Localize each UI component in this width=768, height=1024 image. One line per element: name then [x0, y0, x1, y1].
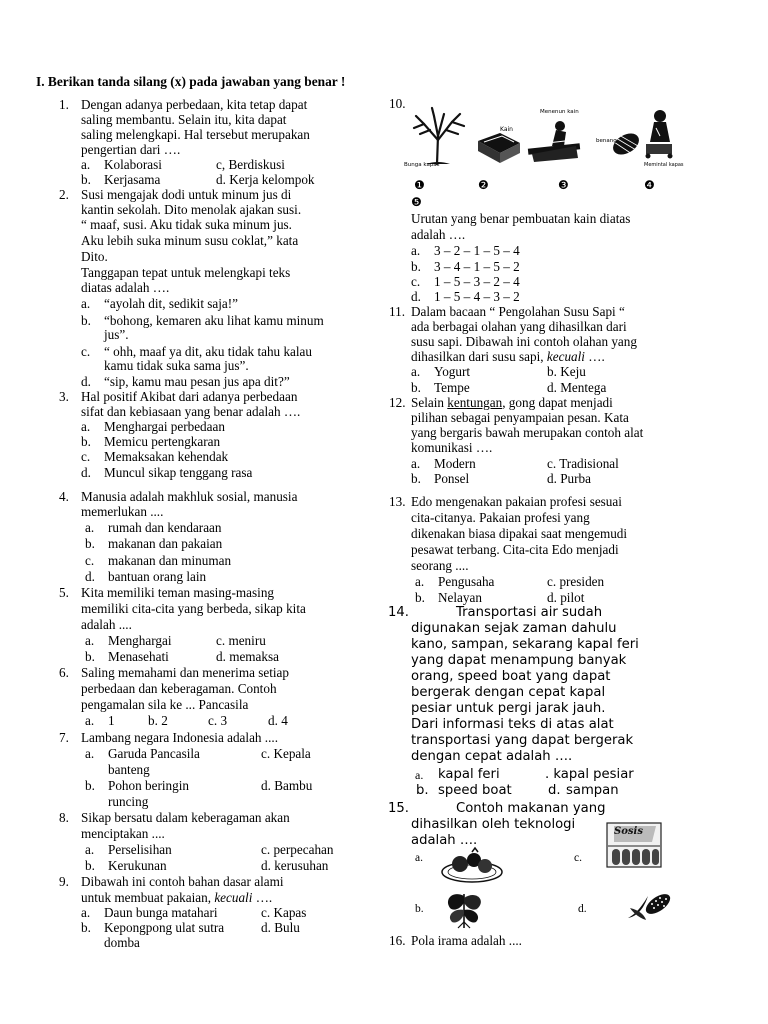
option-d-text[interactable]: Muncul sikap tenggang rasa: [104, 465, 253, 480]
question-text: Dalam bacaan “ Pengolahan Susu Sapi “: [411, 304, 625, 319]
marker-2: ❷: [478, 178, 489, 192]
option-d-text[interactable]: “sip, kamu mau pesan jus apa dit?”: [104, 374, 290, 389]
question-text: ada berbagai olahan yang dihasilkan dari: [411, 319, 627, 334]
question-text: pilihan sebagai penyampaian pesan. Kata: [411, 410, 629, 425]
weaving-person-icon: [526, 116, 584, 164]
question-text: Kita memiliki teman masing-masing: [81, 585, 275, 600]
question-text: Edo mengenakan pakaian profesi sesuai: [411, 494, 622, 509]
option-a-letter[interactable]: a.: [411, 364, 421, 379]
option-b-letter[interactable]: b.: [411, 471, 421, 486]
option-d[interactable]: d. Purba: [547, 471, 591, 486]
option-b-letter[interactable]: b.: [81, 434, 91, 449]
question-text: Transportasi air sudah: [456, 605, 603, 620]
question-text: komunikasi ….: [411, 440, 493, 455]
option-c-letter[interactable]: b.: [411, 380, 421, 395]
question-number: 13.: [389, 494, 406, 509]
question-number: 12.: [389, 395, 406, 410]
option-a-text[interactable]: 1: [108, 713, 115, 728]
question-number: 8.: [59, 810, 69, 825]
question-number: 6.: [59, 665, 69, 680]
option-a-letter[interactable]: a.: [81, 419, 91, 434]
question-number: 10.: [389, 96, 406, 111]
option-c-continuation[interactable]: banteng: [108, 762, 150, 777]
option-c-text[interactable]: makanan dan minuman: [108, 553, 232, 568]
option-b-continuation[interactable]: domba: [104, 935, 140, 950]
question-text: pengamalan sila ke ... Pancasila: [81, 697, 249, 712]
image-label-benang: benang: [596, 138, 617, 144]
question-text: dihasilkan dari susu sapi, kecuali ….: [411, 349, 605, 364]
option-c-text[interactable]: Tempe: [434, 380, 470, 395]
option-b-letter[interactable]: b.: [85, 649, 95, 664]
option-d[interactable]: d. memaksa: [216, 649, 279, 664]
question-text: susu sapi. Dibawah ini contoh olahan yang: [411, 334, 637, 349]
question-text: adalah ….: [411, 227, 466, 242]
question-number: 14.: [388, 605, 409, 620]
option-d[interactable]: d. 4: [268, 713, 288, 728]
question-number: 11.: [389, 304, 405, 319]
option-c[interactable]: c. perpecahan: [261, 842, 334, 857]
option-d[interactable]: d. Bulu: [261, 920, 300, 935]
corn-icon[interactable]: [624, 888, 674, 924]
option-a-letter[interactable]: a.: [85, 842, 95, 857]
option-b-letter[interactable]: b.: [81, 920, 91, 935]
question-text: Pola irama adalah ....: [411, 933, 522, 948]
marker-5: ❺: [411, 195, 422, 209]
option-a-letter[interactable]: a.: [81, 157, 91, 172]
option-b-text[interactable]: Nelayan: [438, 590, 482, 605]
cotton-tree-icon: [408, 106, 468, 166]
option-a-text[interactable]: Kolaborasi: [104, 157, 162, 172]
question-text: dihasilkan oleh teknologi: [411, 817, 576, 832]
option-a-text[interactable]: Yogurt: [434, 364, 471, 379]
cloth-icon: [474, 127, 524, 165]
question-text: yang bergaris bawah merupakan contoh alat: [411, 425, 644, 440]
question-text: memerlukan ....: [81, 504, 164, 519]
question-text: sifat dan kebiasaan yang benar adalah ….: [81, 404, 301, 419]
option-d[interactable]: d. Mentega: [547, 380, 607, 395]
option-a-letter[interactable]: a.: [415, 768, 424, 782]
option-d-letter[interactable]: d.: [411, 289, 421, 304]
option-a-text[interactable]: “ayolah dit, sedikit saja!”: [104, 296, 239, 311]
question-number: 1.: [59, 97, 69, 112]
question-text: Selain kentungan, gong dapat menjadi: [411, 395, 613, 410]
question-text: Hal positif Akibat dari adanya perbedaan: [81, 389, 298, 404]
option-b-letter[interactable]: b.: [81, 313, 91, 328]
vegetables-plate-icon[interactable]: [440, 846, 504, 884]
question-text: orang, speed boat yang dapat: [411, 669, 611, 684]
thread-spool-icon: [610, 128, 644, 160]
option-a-letter[interactable]: a.: [415, 852, 423, 864]
option-d[interactable]: d. kerusuhan: [261, 858, 329, 873]
spinning-person-icon: [640, 108, 676, 160]
option-d-text[interactable]: sampan: [566, 783, 619, 798]
question-text: adalah ....: [81, 617, 132, 632]
question-text: yang dapat menampung banyak: [411, 653, 627, 668]
question-text: menciptakan ....: [81, 826, 165, 841]
marker-4: ❹: [644, 178, 655, 192]
question-number: 15.: [388, 801, 409, 816]
option-c-text[interactable]: Memaksakan kehendak: [104, 449, 229, 464]
image-label-bunga-kapas: Bunga kapas: [404, 162, 440, 168]
question-number: 16.: [389, 933, 406, 948]
option-a-letter[interactable]: a.: [411, 243, 421, 258]
question-text: Lambang negara Indonesia adalah ....: [81, 730, 278, 745]
option-a-letter[interactable]: a.: [85, 633, 95, 648]
question-text: Dari informasi teks di atas alat: [411, 717, 614, 732]
option-b-text[interactable]: Pohon beringin: [108, 778, 189, 793]
spinach-leaves-icon[interactable]: [440, 886, 488, 930]
option-c-letter[interactable]: c.: [574, 852, 582, 864]
question-text: cita-citanya. Pakaian profesi yang: [411, 510, 590, 525]
option-a-text[interactable]: Menghargai perbedaan: [104, 419, 225, 434]
question-text: Aku lebih suka minum susu coklat,” kata: [81, 233, 299, 248]
option-d[interactable]: d. Bambu: [261, 778, 313, 793]
question-text: Dito.: [81, 249, 108, 264]
option-c-text[interactable]: 1 – 5 – 3 – 2 – 4: [434, 274, 520, 289]
option-a-text[interactable]: Perselisihan: [108, 842, 172, 857]
option-b-text[interactable]: “bohong, kemaren aku lihat kamu minum: [104, 313, 324, 328]
option-b-text[interactable]: speed boat: [438, 783, 512, 798]
option-c[interactable]: c, Berdiskusi: [216, 157, 285, 172]
question-text: Saling memahami dan menerima setiap: [81, 665, 290, 680]
question-text: saling membantu. Selain itu, kita dapat: [81, 112, 287, 127]
option-c[interactable]: c. presiden: [547, 574, 605, 589]
option-a-letter[interactable]: a.: [81, 905, 91, 920]
option-b-text[interactable]: Menasehati: [108, 649, 169, 664]
option-b-text[interactable]: 3 – 4 – 1 – 5 – 2: [434, 259, 520, 274]
question-text: Sikap bersatu dalam keberagaman akan: [81, 810, 290, 825]
option-c-text[interactable]: kamu tidak suka sama jus”.: [104, 358, 249, 373]
option-c[interactable]: c. Tradisional: [547, 456, 619, 471]
question-text: Susi mengajak dodi untuk minum jus di: [81, 187, 292, 202]
option-d-text[interactable]: 1 – 5 – 4 – 3 – 2: [434, 289, 520, 304]
marker-1: ❶: [414, 178, 425, 192]
option-b[interactable]: b. 2: [148, 713, 168, 728]
option-c-text[interactable]: “ ohh, maaf ya dit, aku tidak tahu kalau: [104, 344, 312, 359]
option-b-text[interactable]: jus”.: [104, 327, 129, 342]
option-d-letter[interactable]: d.: [548, 783, 561, 798]
question-text: saling melengkapi. Hal tersebut merupakan: [81, 127, 310, 142]
question-number: 7.: [59, 730, 69, 745]
question-text: transportasi yang dapat bergerak: [411, 733, 634, 748]
question-text: seorang ....: [411, 558, 469, 573]
option-a-text[interactable]: kapal feri: [438, 767, 500, 782]
option-d-letter[interactable]: d.: [81, 465, 91, 480]
question-text: dengan cepat adalah ….: [411, 749, 573, 764]
option-b-letter[interactable]: b.: [85, 778, 95, 793]
question-text: pesawat terbang. Cita-cita Edo menjadi: [411, 542, 619, 557]
option-a-text[interactable]: Menghargai: [108, 633, 172, 648]
option-b-text[interactable]: Ponsel: [434, 471, 470, 486]
option-b-letter[interactable]: b.: [411, 259, 421, 274]
option-b-letter[interactable]: b.: [415, 590, 425, 605]
option-c[interactable]: . kapal pesiar: [545, 767, 634, 782]
option-c[interactable]: c. Kepala: [261, 746, 311, 761]
option-b-letter[interactable]: b.: [415, 903, 424, 915]
option-a-letter[interactable]: a.: [81, 296, 91, 311]
option-a-letter[interactable]: a.: [411, 456, 421, 471]
option-a-text[interactable]: Modern: [434, 456, 476, 471]
option-b[interactable]: b. Keju: [547, 364, 586, 379]
option-a-letter[interactable]: a.: [85, 520, 95, 535]
package-brand-text: Sosis: [614, 826, 643, 837]
option-a-text[interactable]: Garuda Pancasila: [108, 746, 200, 761]
option-d[interactable]: d. Kerja kelompok: [216, 172, 315, 187]
question-text: Manusia adalah makhluk sosial, manusia: [81, 489, 298, 504]
question-text: Contoh makanan yang: [456, 801, 606, 816]
question-text: pengertian dari ….: [81, 142, 181, 157]
option-b-letter[interactable]: b.: [81, 172, 91, 187]
option-d-letter[interactable]: d.: [578, 903, 587, 915]
question-number: 3.: [59, 389, 69, 404]
option-b-text[interactable]: makanan dan pakaian: [108, 536, 223, 551]
option-d-letter[interactable]: d.: [81, 374, 91, 389]
question-text: kantin sekolah. Dito menolak ajakan susi.: [81, 202, 302, 217]
option-d-letter[interactable]: d.: [85, 569, 95, 584]
option-b-letter[interactable]: b.: [416, 783, 429, 798]
option-c-letter[interactable]: c.: [81, 449, 91, 464]
option-b-text[interactable]: Memicu pertengkaran: [104, 434, 221, 449]
option-a-letter[interactable]: a.: [85, 746, 95, 761]
question-text: Tanggapan tepat untuk melengkapi teks: [81, 265, 291, 280]
question-text: Dengan adanya perbedaan, kita tetap dapat: [81, 97, 308, 112]
option-c[interactable]: c. 3: [208, 713, 228, 728]
question-text: digunakan sejak zaman dahulu: [411, 621, 617, 636]
question-text: adalah ….: [411, 833, 478, 848]
question-text: Urutan yang benar pembuatan kain diatas: [411, 211, 631, 226]
question-text: memiliki cita-cita yang berbeda, sikap kita: [81, 601, 306, 616]
question-text: pesiar untuk pergi jarak jauh.: [411, 701, 606, 716]
option-a-letter[interactable]: a.: [85, 713, 95, 728]
option-a-text[interactable]: rumah dan kendaraan: [108, 520, 222, 535]
option-a-text[interactable]: Daun bunga matahari: [104, 905, 218, 920]
option-d-text[interactable]: bantuan orang lain: [108, 569, 207, 584]
option-c-letter[interactable]: c.: [85, 553, 95, 568]
option-a-text[interactable]: 3 – 2 – 1 – 5 – 4: [434, 243, 520, 258]
option-d-continuation[interactable]: runcing: [108, 794, 149, 809]
image-label-menenun: Menenun kain: [540, 109, 579, 115]
question-text: dikenakan biasa dipakai saat mengemudi: [411, 526, 628, 541]
option-a-text[interactable]: Pengusaha: [438, 574, 495, 589]
option-c[interactable]: c. meniru: [216, 633, 266, 648]
question-text: Dibawah ini contoh bahan dasar alami: [81, 874, 284, 889]
question-text: perbedaan dan keberagaman. Contoh: [81, 681, 277, 696]
image-label-kain: Kain: [500, 126, 513, 133]
option-b-letter[interactable]: b.: [85, 536, 95, 551]
image-label-memintal: Memintal kapas: [644, 162, 684, 168]
question-text: “ maaf, susi. Aku tidak suka minum jus.: [81, 217, 292, 232]
question-text: bergerak dengan cepat kapal: [411, 685, 606, 700]
option-c[interactable]: c. Kapas: [261, 905, 307, 920]
question-text: untuk membuat pakaian, kecuali ….: [81, 890, 273, 905]
option-b-text[interactable]: Kerjasama: [104, 172, 161, 187]
option-b-letter[interactable]: b.: [85, 858, 95, 873]
marker-3: ❸: [558, 178, 569, 192]
question-text: diatas adalah ….: [81, 280, 170, 295]
question-number: 4.: [59, 489, 69, 504]
question-number: 5.: [59, 585, 69, 600]
instruction-heading: I. Berikan tanda silang (x) pada jawaban yang benar !: [36, 74, 346, 89]
option-d[interactable]: d. pilot: [547, 590, 585, 605]
option-c-letter[interactable]: c.: [411, 274, 421, 289]
question-number: 9.: [59, 874, 69, 889]
option-c-letter[interactable]: c.: [81, 344, 91, 359]
option-a-letter[interactable]: a.: [415, 574, 425, 589]
question-number: 2.: [59, 187, 69, 202]
question-text: kano, sampan, sekarang kapal feri: [411, 637, 639, 652]
option-b-text[interactable]: Kerukunan: [108, 858, 167, 873]
option-b-text[interactable]: Kepongpong ulat sutra: [104, 920, 225, 935]
